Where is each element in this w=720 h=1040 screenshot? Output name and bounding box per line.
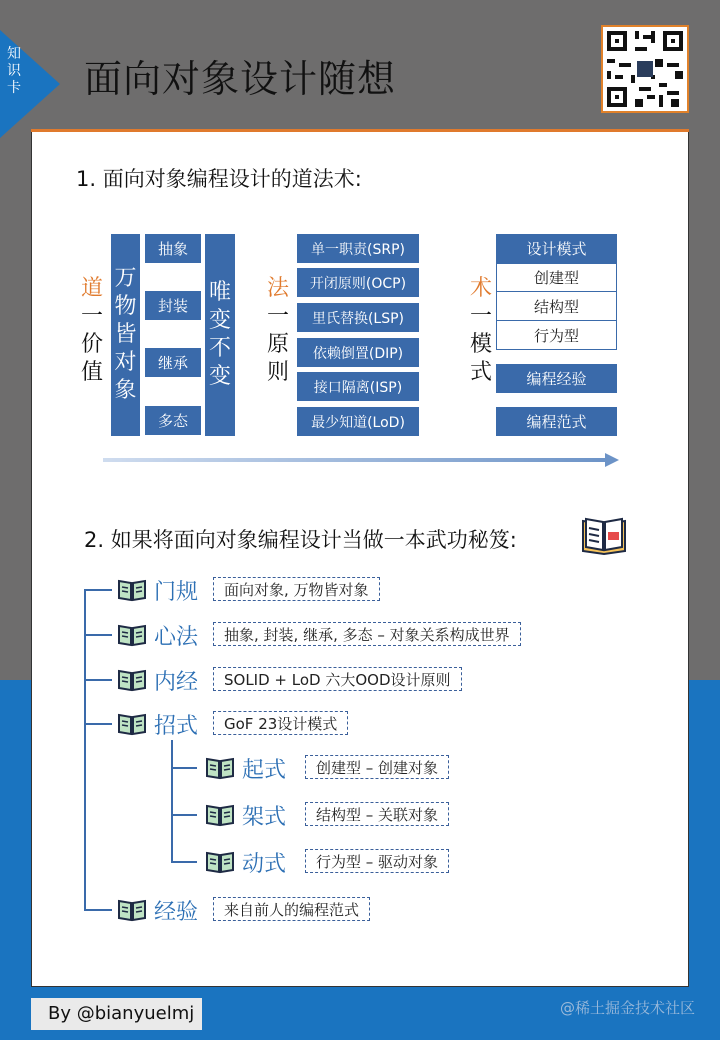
tag-char: 识 [7, 63, 21, 79]
node-label: 门规 [154, 580, 199, 605]
subtree-branch [171, 767, 197, 769]
shu-label [467, 275, 495, 387]
node-desc: 抽象, 封装, 继承, 多态 – 对象关系构成世界 [213, 622, 521, 646]
node-desc: 来自前人的编程范式 [213, 897, 370, 921]
page-title: 面向对象设计随想 [84, 57, 397, 101]
book-node-icon [118, 578, 146, 602]
tag-char: 卡 [7, 80, 21, 96]
programming-experience: 编程经验 [496, 364, 617, 393]
book-node-icon [206, 803, 234, 827]
subtree-trunk [171, 740, 173, 862]
dao-item: 抽象 [145, 234, 201, 263]
tag-char: 知 [7, 46, 21, 62]
book-node-icon [118, 668, 146, 692]
block-char: 皆 [114, 322, 137, 347]
tree-branch [84, 634, 112, 636]
label-char: 一 [80, 304, 103, 329]
book-node-icon [206, 850, 234, 874]
pattern-type: 行为型 [496, 321, 617, 350]
book-node-icon [118, 898, 146, 922]
book-node-icon [118, 712, 146, 736]
principle-item: 里氏替换(LSP) [297, 303, 419, 332]
dao-item: 封装 [145, 291, 201, 320]
label-char: 价 [80, 332, 103, 357]
qr-code-icon [601, 25, 689, 113]
tree-branch [84, 679, 112, 681]
watermark: @稀土掘金技术社区 [560, 999, 696, 1017]
label-char: 一 [266, 304, 289, 329]
block-char: 不 [208, 336, 231, 361]
principle-item: 单一职责(SRP) [297, 234, 419, 263]
tree-branch [84, 589, 112, 591]
dao-item: 继承 [145, 348, 201, 377]
open-book-icon [580, 515, 628, 557]
label-char: 一 [469, 304, 492, 329]
book-node-icon [206, 756, 234, 780]
principle-item: 依赖倒置(DIP) [297, 338, 419, 367]
progress-arrow [103, 452, 619, 468]
block-char: 变 [208, 364, 231, 389]
node-label: 招式 [154, 714, 199, 739]
principle-item: 最少知道(LoD) [297, 407, 419, 436]
fa-label [264, 275, 292, 387]
tree-branch [84, 909, 112, 911]
block-char: 变 [208, 308, 231, 333]
principle-item: 接口隔离(ISP) [297, 372, 419, 401]
block-char: 象 [114, 378, 137, 403]
card-top-accent [31, 129, 689, 132]
label-char: 则 [266, 360, 289, 385]
fa-label-top: 法 [266, 276, 289, 301]
subtree-branch [171, 814, 197, 816]
section2-heading: 2. 如果将面向对象编程设计当做一本武功秘笈: [84, 528, 517, 552]
node-desc: GoF 23设计模式 [213, 711, 348, 735]
subnode-label: 起式 [242, 758, 287, 783]
dao-label [78, 275, 106, 387]
tag-label [6, 46, 22, 97]
subnode-label: 架式 [242, 805, 287, 830]
subnode-desc: 创建型 – 创建对象 [305, 755, 449, 779]
subnode-desc: 结构型 – 关联对象 [305, 802, 449, 826]
dao-item: 多态 [145, 406, 201, 435]
block-char: 物 [114, 294, 137, 319]
design-pattern-header: 设计模式 [496, 234, 617, 263]
pattern-type: 创建型 [496, 263, 617, 292]
node-desc: 面向对象, 万物皆对象 [213, 577, 380, 601]
node-desc: SOLID + LoD 六大OOD设计原则 [213, 667, 462, 691]
label-char: 式 [469, 360, 492, 385]
dao-label-top: 道 [80, 276, 103, 301]
subtree-branch [171, 861, 197, 863]
subnode-label: 动式 [242, 852, 287, 877]
tree-trunk [84, 589, 86, 910]
dao-change-constant [205, 234, 235, 436]
block-char: 唯 [208, 280, 231, 305]
node-label: 内经 [154, 670, 199, 695]
label-char: 值 [80, 360, 103, 385]
subnode-desc: 行为型 – 驱动对象 [305, 849, 449, 873]
tree-branch [84, 723, 112, 725]
label-char: 模 [469, 332, 492, 357]
dao-everything-object [111, 234, 140, 436]
programming-paradigm: 编程范式 [496, 407, 617, 436]
principle-item: 开闭原则(OCP) [297, 268, 419, 297]
author-credit: By @bianyuelmj [31, 998, 202, 1030]
shu-label-top: 术 [469, 276, 492, 301]
node-label: 心法 [154, 625, 199, 650]
block-char: 万 [114, 266, 137, 291]
section1-heading: 1. 面向对象编程设计的道法术: [76, 167, 362, 191]
node-label: 经验 [154, 900, 199, 925]
book-node-icon [118, 623, 146, 647]
label-char: 原 [266, 332, 289, 357]
block-char: 对 [114, 350, 137, 375]
pattern-type: 结构型 [496, 292, 617, 321]
